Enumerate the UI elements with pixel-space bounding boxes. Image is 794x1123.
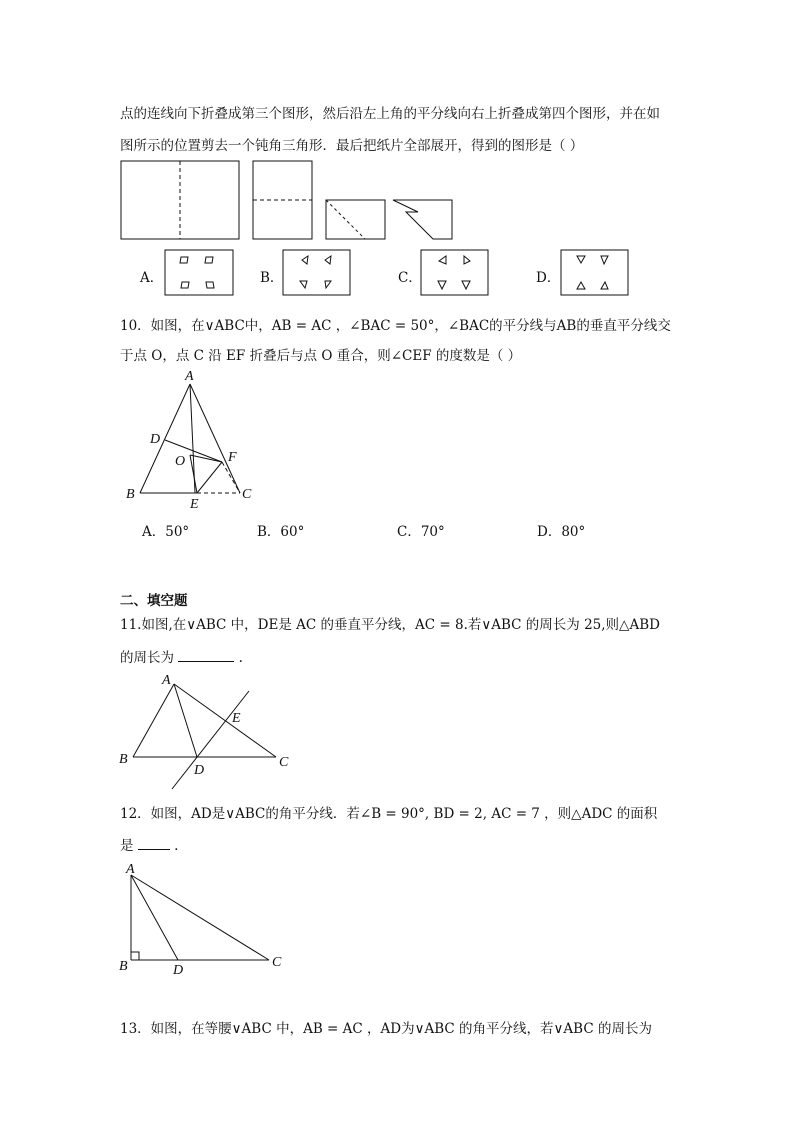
q10-text-line1: 10．如图，在∨ABC中，AB = AC ，∠BAC = 50°，∠BAC的平分线与AB的垂直平分线交 — [120, 318, 671, 334]
q9-option-a-label: A． — [140, 270, 164, 286]
q11-text-line2b: . — [238, 650, 243, 666]
q9-option-c-label: C． — [398, 270, 422, 286]
q10-option-c: C．70° — [397, 524, 445, 540]
q12-label-b: B — [119, 959, 128, 974]
q10-label-b: B — [126, 487, 135, 502]
q11-label-e: E — [232, 711, 241, 726]
q11-text-line1: 11.如图,在∨ABC 中，DE是 AC 的垂直平分线，AC = 8.若∨ABC 的周长为 25,则△ABD — [120, 617, 660, 633]
q12-label-c: C — [272, 955, 282, 970]
q12-text-line2a: 是 — [120, 838, 134, 854]
q11-label-c: C — [279, 755, 289, 770]
q10-label-o: O — [175, 454, 186, 469]
q12-label-a: A — [126, 862, 135, 877]
q10-label-a: A — [185, 369, 194, 384]
q11-label-d: D — [194, 763, 205, 778]
q11-text-line2a: 的周长为 — [120, 650, 174, 666]
q12-text-line2b: . — [174, 838, 179, 854]
q10-label-c: C — [242, 487, 252, 502]
q9-option-b-label: B． — [260, 270, 284, 286]
q11-label-a: A — [162, 673, 171, 688]
section-heading: 二、填空题 — [120, 593, 188, 609]
q10-option-d: D．80° — [537, 524, 586, 540]
q10-option-a: A．50° — [142, 524, 190, 540]
q11-label-b: B — [119, 752, 128, 767]
q13-text-line1: 13．如图，在等腰∨ABC 中，AB = AC ，AD为∨ABC 的角平分线，若∨ABC 的周长为 — [120, 1021, 652, 1037]
q9-text-line2: 图所示的位置剪去一个钝角三角形．最后把纸片全部展开，得到的图形是（ ） — [120, 138, 584, 154]
q10-label-e: E — [190, 497, 199, 512]
q10-label-d: D — [150, 432, 161, 447]
q12-text-line1: 12．如图，AD是∨ABC的角平分线．若∠B = 90°, BD = 2, AC = 7 ，则△ADC 的面积 — [120, 806, 658, 822]
q10-label-f: F — [228, 450, 237, 465]
q10-text-line2: 于点 O，点 C 沿 EF 折叠后与点 O 重合，则∠CEF 的度数是（ ） — [120, 348, 522, 364]
q12-label-d: D — [173, 963, 184, 978]
q9-option-d-label: D． — [536, 270, 561, 286]
q9-text-line1: 点的连线向下折叠成第三个图形，然后沿左上角的平分线向右上折叠成第四个图形，并在如 — [120, 106, 660, 122]
q10-option-b: B．60° — [257, 524, 305, 540]
